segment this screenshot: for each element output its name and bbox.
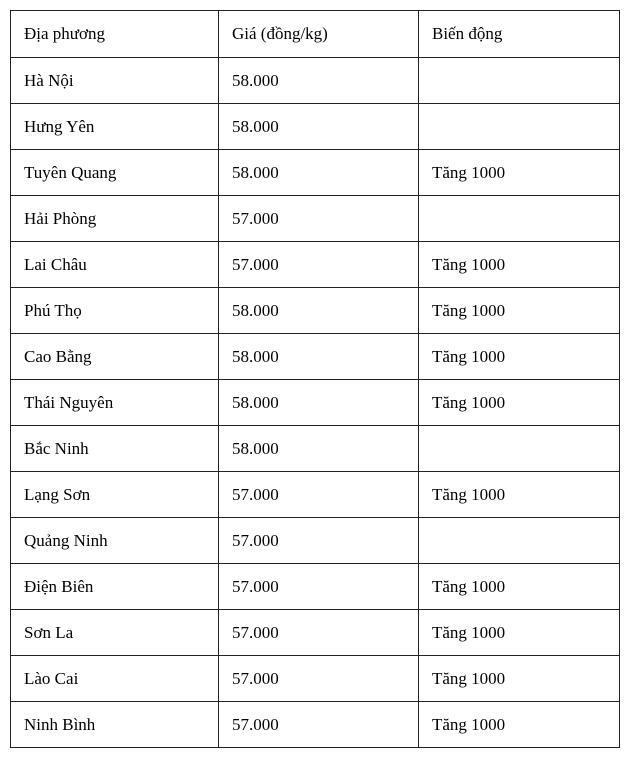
cell-price: 57.000 [219, 702, 419, 748]
cell-change: Tăng 1000 [419, 242, 620, 288]
cell-location: Cao Bằng [11, 334, 219, 380]
cell-price: 58.000 [219, 288, 419, 334]
cell-price: 57.000 [219, 564, 419, 610]
cell-location: Thái Nguyên [11, 380, 219, 426]
table-row [11, 242, 620, 288]
cell-price: 57.000 [219, 196, 419, 242]
cell-price: 58.000 [219, 426, 419, 472]
cell-change: Tăng 1000 [419, 564, 620, 610]
cell-change: Tăng 1000 [419, 610, 620, 656]
cell-change: Tăng 1000 [419, 472, 620, 518]
table-row [11, 702, 620, 748]
cell-change: Tăng 1000 [419, 656, 620, 702]
cell-change: Tăng 1000 [419, 702, 620, 748]
cell-price: 58.000 [219, 150, 419, 196]
table-row [11, 334, 620, 380]
cell-change: Tăng 1000 [419, 288, 620, 334]
cell-change [419, 104, 620, 150]
cell-change: Tăng 1000 [419, 380, 620, 426]
header-location: Địa phương [11, 11, 219, 58]
cell-location: Tuyên Quang [11, 150, 219, 196]
table-row [11, 380, 620, 426]
price-table [10, 10, 620, 748]
cell-location: Điện Biên [11, 564, 219, 610]
cell-location: Quảng Ninh [11, 518, 219, 564]
cell-change: Tăng 1000 [419, 334, 620, 380]
header-row [11, 11, 620, 58]
cell-location: Hà Nội [11, 58, 219, 104]
header-price: Giá (đồng/kg) [219, 11, 419, 58]
table-row [11, 288, 620, 334]
cell-location: Lai Châu [11, 242, 219, 288]
cell-change: Tăng 1000 [419, 150, 620, 196]
cell-price: 57.000 [219, 472, 419, 518]
table-row [11, 518, 620, 564]
cell-location: Hải Phòng [11, 196, 219, 242]
cell-location: Ninh Bình [11, 702, 219, 748]
table-row [11, 610, 620, 656]
cell-location: Lào Cai [11, 656, 219, 702]
cell-change [419, 196, 620, 242]
table-row [11, 58, 620, 104]
cell-location: Bắc Ninh [11, 426, 219, 472]
cell-price: 57.000 [219, 518, 419, 564]
cell-price: 58.000 [219, 104, 419, 150]
table-row [11, 564, 620, 610]
table-row [11, 150, 620, 196]
cell-location: Sơn La [11, 610, 219, 656]
cell-price: 58.000 [219, 334, 419, 380]
header-change: Biến động [419, 11, 620, 58]
cell-change [419, 58, 620, 104]
cell-location: Lạng Sơn [11, 472, 219, 518]
cell-location: Phú Thọ [11, 288, 219, 334]
table-row [11, 472, 620, 518]
table-row [11, 656, 620, 702]
cell-price: 58.000 [219, 58, 419, 104]
table-row [11, 104, 620, 150]
cell-location: Hưng Yên [11, 104, 219, 150]
cell-change [419, 518, 620, 564]
cell-change [419, 426, 620, 472]
table-body [11, 11, 620, 748]
table-row [11, 426, 620, 472]
cell-price: 57.000 [219, 242, 419, 288]
cell-price: 58.000 [219, 380, 419, 426]
cell-price: 57.000 [219, 610, 419, 656]
cell-price: 57.000 [219, 656, 419, 702]
table-row [11, 196, 620, 242]
